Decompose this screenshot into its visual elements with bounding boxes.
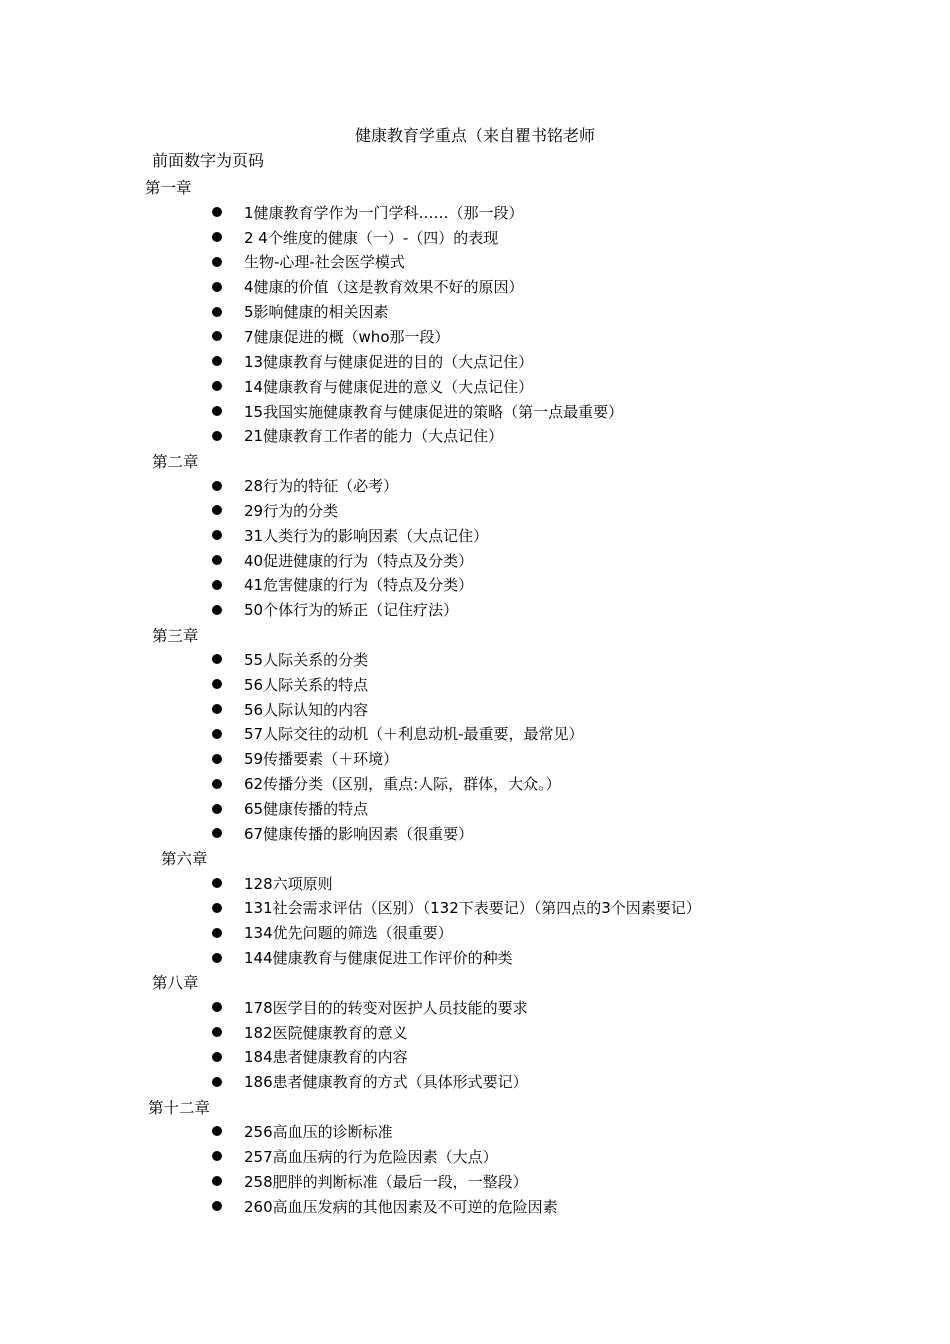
bullet-icon [212, 530, 222, 540]
bullet-icon [212, 779, 222, 789]
list-item [0, 995, 950, 1020]
bullet-icon [212, 654, 222, 664]
bullet-icon [212, 381, 222, 391]
list-item-text: 13健康教育与健康促进的目的（大点记住） [244, 352, 534, 371]
bullet-icon [212, 704, 222, 714]
bullet-icon [212, 903, 222, 913]
list-item-text: 178医学目的的转变对医护人员技能的要求 [244, 998, 528, 1017]
bullet-icon [212, 828, 222, 838]
list-item-text: 21健康教育工作者的能力（大点记住） [244, 427, 504, 446]
list-item-text: 57人际交往的动机（＋利息动机-最重要，最常见） [244, 725, 584, 744]
bullet-icon [212, 1077, 222, 1087]
list-item [0, 796, 950, 821]
list-item [0, 871, 950, 896]
list-item [0, 299, 950, 324]
list-item-text: 186患者健康教育的方式（具体形式要记） [244, 1073, 528, 1092]
bullet-icon [212, 207, 222, 217]
bullet-icon [212, 282, 222, 292]
list-item [0, 523, 950, 548]
list-item [0, 349, 950, 374]
list-item-text: 14健康教育与健康促进的意义（大点记住） [244, 377, 534, 396]
list-item [0, 374, 950, 399]
list-item [0, 746, 950, 771]
list-item-text: 4健康的价值（这是教育效果不好的原因） [244, 278, 524, 297]
list-item [0, 1194, 950, 1219]
list-item [0, 945, 950, 970]
list-item-text: 5影响健康的相关因素 [244, 303, 389, 322]
bullet-icon [212, 1201, 222, 1211]
list-item [0, 200, 950, 225]
list-item [0, 573, 950, 598]
bullet-icon [212, 1052, 222, 1062]
page-number-note: 前面数字为页码 [152, 151, 265, 170]
bullet-icon [212, 1126, 222, 1136]
bullet-icon [212, 232, 222, 242]
list-item-text: 56人际认知的内容 [244, 700, 369, 719]
list-item [0, 548, 950, 573]
list-item [0, 498, 950, 523]
list-item [0, 1144, 950, 1169]
list-item [0, 895, 950, 920]
bullet-icon [212, 1176, 222, 1186]
bullet-icon [212, 580, 222, 590]
list-item-text: 7健康促进的概（who那一段） [244, 327, 450, 346]
list-item [0, 1020, 950, 1045]
list-item [0, 423, 950, 448]
list-item-text: 50个体行为的矫正（记住疗法） [244, 601, 459, 620]
list-item [0, 324, 950, 349]
list-item-text: 128六项原则 [244, 874, 333, 893]
bullet-icon [212, 605, 222, 615]
list-item-text: 40促进健康的行为（特点及分类） [244, 551, 474, 570]
list-item [0, 1045, 950, 1070]
list-item-text: 131社会需求评估（区别）（132下表要记）（第四点的3个因素要记） [244, 899, 701, 918]
list-item [0, 672, 950, 697]
list-item-text: 182医院健康教育的意义 [244, 1023, 408, 1042]
chapter-heading: 第三章 [152, 626, 199, 645]
list-item-text: 55人际关系的分类 [244, 650, 369, 669]
chapter-heading: 第六章 [161, 850, 208, 869]
bullet-icon [212, 1151, 222, 1161]
list-item [0, 473, 950, 498]
bullet-icon [212, 505, 222, 515]
bullet-icon [212, 1027, 222, 1037]
list-item-text: 67健康传播的影响因素（很重要） [244, 824, 474, 843]
bullet-icon [212, 878, 222, 888]
bullet-icon [212, 555, 222, 565]
list-item [0, 1119, 950, 1144]
list-item [0, 1169, 950, 1194]
list-item-text: 65健康传播的特点 [244, 800, 369, 819]
bullet-icon [212, 754, 222, 764]
bullet-icon [212, 953, 222, 963]
list-item-text: 41危害健康的行为（特点及分类） [244, 576, 474, 595]
list-item-text: 62传播分类（区别，重点:人际，群体，大众。） [244, 775, 561, 794]
list-item [0, 1069, 950, 1094]
list-item-text: 2 4个维度的健康（一）-（四）的表现 [244, 228, 499, 247]
chapter-heading: 第十二章 [148, 1098, 211, 1117]
list-item-text: 29行为的分类 [244, 501, 339, 520]
bullet-icon [212, 729, 222, 739]
list-item-text: 144健康教育与健康促进工作评价的种类 [244, 949, 513, 968]
list-item-text: 56人际关系的特点 [244, 675, 369, 694]
list-item [0, 722, 950, 747]
list-item-text: 258肥胖的判断标准（最后一段，一整段） [244, 1172, 528, 1191]
list-item [0, 274, 950, 299]
list-item-text: 134优先问题的筛选（很重要） [244, 924, 453, 943]
list-item-text: 1健康教育学作为一门学科……（那一段） [244, 203, 524, 222]
list-item [0, 821, 950, 846]
list-item-text: 256高血压的诊断标准 [244, 1122, 393, 1141]
bullet-icon [212, 307, 222, 317]
list-item [0, 771, 950, 796]
chapter-heading: 第一章 [145, 179, 192, 198]
list-item [0, 920, 950, 945]
bullet-icon [212, 431, 222, 441]
bullet-icon [212, 928, 222, 938]
chapter-list [0, 175, 950, 1218]
list-item-text: 59传播要素（＋环境） [244, 750, 399, 769]
chapter-heading: 第二章 [152, 452, 199, 471]
list-item-text: 15我国实施健康教育与健康促进的策略（第一点最重要） [244, 402, 624, 421]
list-item [0, 697, 950, 722]
list-item [0, 647, 950, 672]
bullet-icon [212, 356, 222, 366]
bullet-icon [212, 331, 222, 341]
document-title: 健康教育学重点（来自瞿书铭老师 [354, 126, 595, 145]
list-item-text: 257高血压病的行为危险因素（大点） [244, 1147, 498, 1166]
chapter-heading: 第八章 [152, 974, 199, 993]
list-item [0, 225, 950, 250]
bullet-icon [212, 257, 222, 267]
list-item-text: 28行为的特征（必考） [244, 477, 399, 496]
list-item-text: 260高血压发病的其他因素及不可逆的危险因素 [244, 1197, 558, 1216]
bullet-icon [212, 1002, 222, 1012]
bullet-icon [212, 481, 222, 491]
bullet-icon [212, 804, 222, 814]
list-item-text: 生物-心理-社会医学模式 [244, 253, 405, 272]
bullet-icon [212, 679, 222, 689]
list-item [0, 399, 950, 424]
bullet-icon [212, 406, 222, 416]
list-item-text: 31人类行为的影响因素（大点记住） [244, 526, 489, 545]
list-item [0, 597, 950, 622]
list-item [0, 250, 950, 275]
list-item-text: 184患者健康教育的内容 [244, 1048, 408, 1067]
